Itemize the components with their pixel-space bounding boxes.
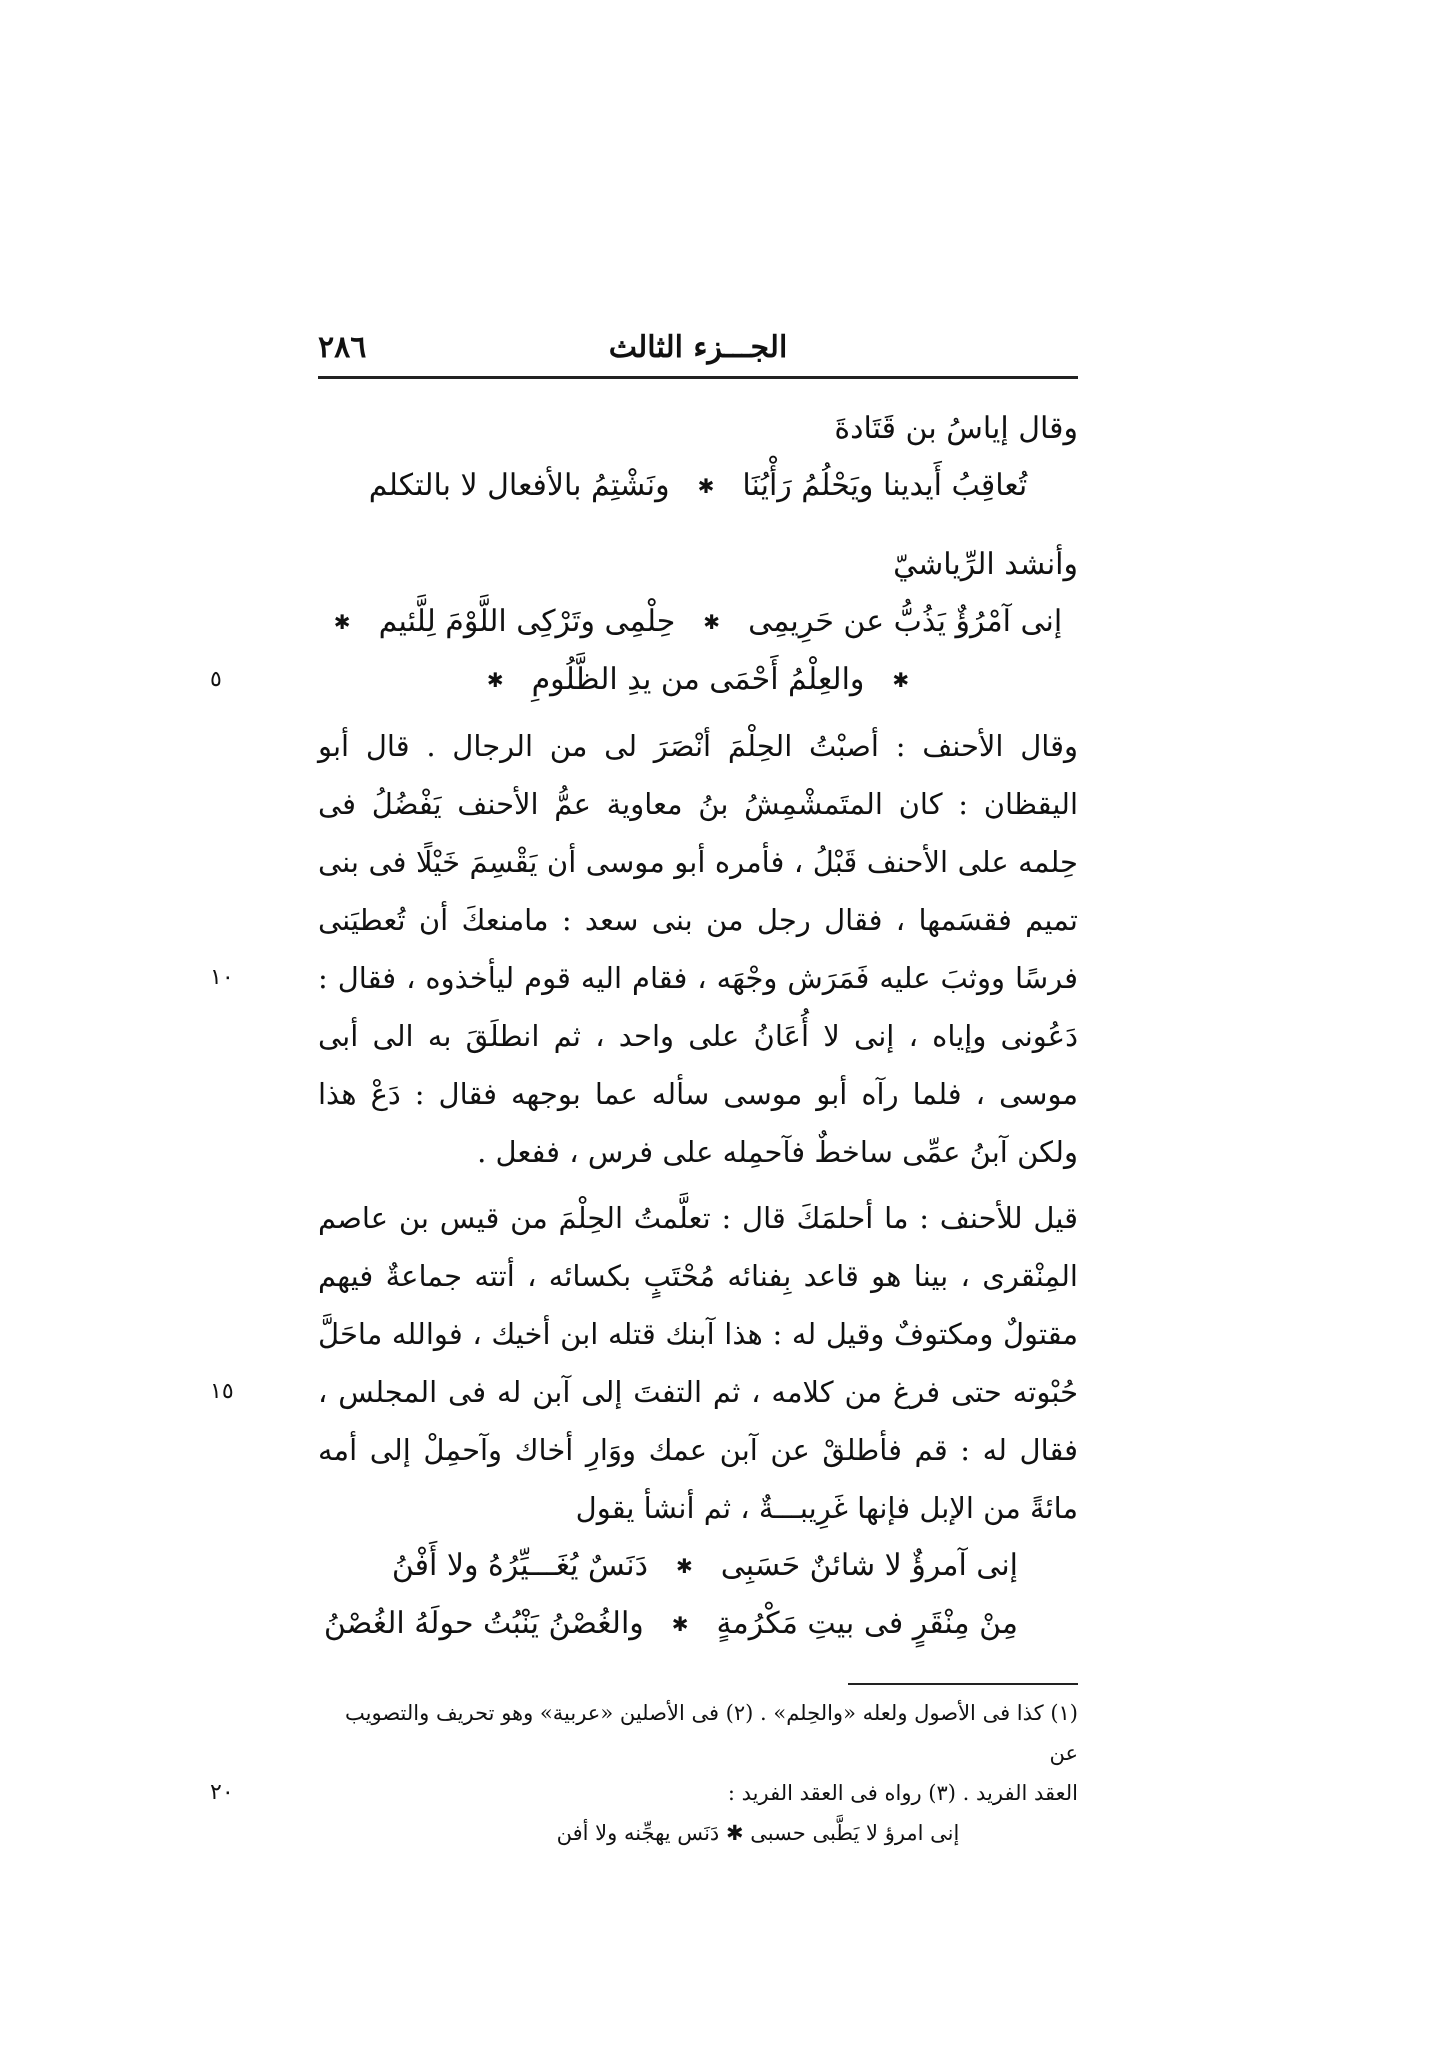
paragraph-text: وقال الأحنف : أصبْتُ الحِلْمَ أنْصَرَ لى من الرجال . قال أبو اليقظان : كان المتَمشْمِشُ بنُ معاوية عمُّ الأحنف يَفْضُلُ فى حِلمه على الأحنف قَبْلُ ، فأمره أبو موسى أن يَقْسِمَ خَيْلًا فى بنى تميم فقسَمها ، فقال رجل من بنى سعد : مامنعكَ أن تُعطيَنى فرسًا ووثبَ عليه فَمَرَش وجْهَه ، فقام اليه قوم ليأخذوه ، فقال : دَعُونى وإياه ، إنى لا أُعَانُ على واحد ، ثم انطلَقَ به الى أبى موسى ، فلما رآه أبو موسى سأله عما بوجهه فقال : دَعْ هذا ولكن آبنُ عمِّى ساخطٌ فآحمِله على فرس ، ففعل .	[318, 729, 1078, 1169]
hemistich-second: دَنَسٌ يُغَـــيِّرُهُ ولا أَفْنُ	[391, 1548, 649, 1583]
verse-separator-icon: ✱	[676, 1554, 693, 1578]
verse-end-icon: ✱	[486, 668, 504, 692]
poem-intro: وقال إياسُ بن قَتَادةَ	[834, 411, 1078, 446]
hemistich-second: ونَشْتِمُ بالأفعال لا بالتكلم	[368, 468, 670, 503]
line-number: ١٥	[210, 1379, 234, 1404]
section-qays-poem	[318, 1537, 1078, 1653]
paragraph-ahnaf	[210, 717, 1078, 1181]
verse-line	[318, 1595, 1078, 1653]
hemistich-second: والغُصْنُ يَنْبُتُ حولَهُ الغُصْنُ	[323, 1606, 644, 1641]
verse-separator-icon: ✱	[703, 610, 721, 634]
hemistich-first: مِنْ مِنْقَرٍ فى بيتِ مَكْرُمةٍ	[716, 1606, 1018, 1641]
document-page	[210, 330, 1078, 1853]
verse-separator-icon: ✱	[697, 474, 715, 498]
line-number: ٥	[210, 667, 222, 692]
verse-line	[210, 651, 1078, 709]
poem-intro: وأنشد الرِّياشيّ	[893, 547, 1078, 582]
footnote-line-wrapper	[210, 1773, 1078, 1813]
paragraph-text: قيل للأحنف : ما أحلمَكَ قال : تعلَّمتُ الحِلْمَ من قيس بن عاصم المِنْقرى ، بينا هو قاعد بِفنائه مُحْتَبٍ بكسائه ، أتته جماعةٌ فيهم مقتولٌ ومكتوفٌ وقيل له : هذا آبنك قتله ابن أخيك ، فوالله ماحَلَّ حُبْوته حتى فرغ من كلامه ، ثم التفتَ إلى آبن له فى المجلس ، فقال له : قم فأطلقْ عن آبن عمك ووَارِ أخاك وآحمِلْ إلى أمه مائةً من الإبل فإنها غَرِيبـــةٌ ، ثم أنشأ يقول	[318, 1201, 1078, 1525]
section-iyas	[318, 401, 1078, 515]
chapter-title: الجـــزء الثالث	[608, 330, 788, 365]
page-number: ٢٨٦	[318, 330, 367, 365]
paragraph-qays	[210, 1189, 1078, 1537]
footnote-verse: إنى امرؤ لا يَطَّبى حسبى ✱ دَنَس يهجِّنه ولا أفن	[556, 1821, 960, 1845]
verse-text: والعِلْمُ أَحْمَى من يدِ الظَّلُومِ	[531, 662, 865, 697]
verse-line	[318, 1537, 1078, 1595]
section-riyashi	[210, 537, 1078, 709]
hemistich-first: إنى آمْرُؤٌ يَذُبُّ عن حَرِيمِى	[748, 604, 1063, 639]
footnote-line: العقد الفريد . (٣) رواه فى العقد الفريد :	[727, 1781, 1078, 1805]
verse-line	[318, 457, 1078, 515]
hemistich-first: إنى آمرؤٌ لا شائنٌ حَسَبِى	[720, 1548, 1018, 1583]
verse-separator-icon: ✱	[671, 1612, 689, 1636]
hemistich-second: حِلْمِى وتَرْكِى اللَّوْمَ لِلَّئيم	[378, 604, 676, 639]
line-number: ١٠	[210, 965, 234, 990]
verse-start-icon: ✱	[892, 668, 910, 692]
verse-end-icon: ✱	[333, 610, 351, 634]
footnotes	[210, 1693, 1078, 1853]
verse-line	[318, 593, 1078, 651]
hemistich-first: تُعاقِبُ أَيدينا ويَحْلُمُ رَأْيُنَا	[742, 468, 1028, 503]
footnote-divider	[848, 1683, 1078, 1685]
page-header	[318, 330, 1078, 379]
footnote-line: (١) كذا فى الأصول ولعله «والحِلم» . (٢) فى الأصلين «عربية» وهو تحريف والتصويب عن	[345, 1701, 1078, 1765]
line-number: ٢٠	[210, 1780, 234, 1805]
